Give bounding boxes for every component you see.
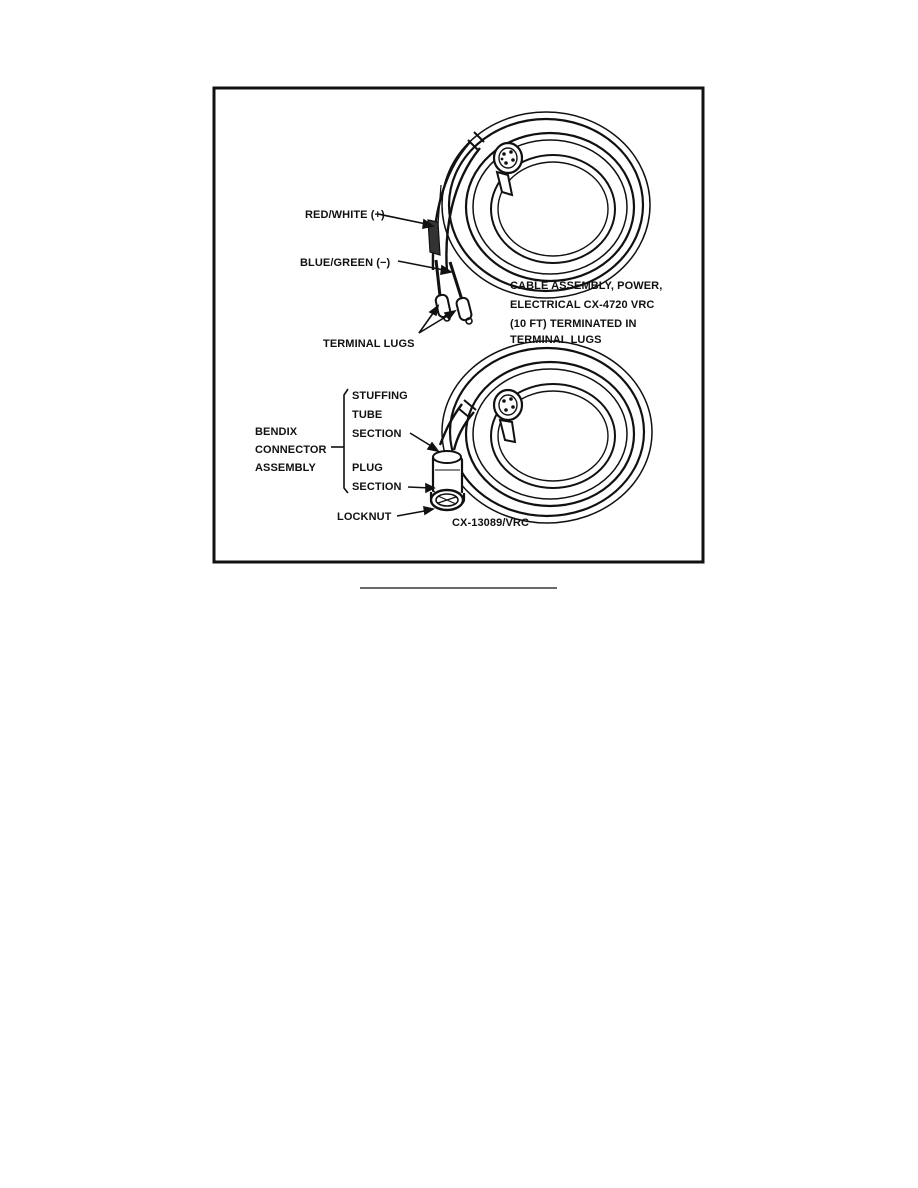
stuffing-line-1: STUFFING (352, 390, 408, 402)
terminal-lugs-label: TERMINAL LUGS (323, 338, 415, 350)
bendix-line-3: ASSEMBLY (255, 462, 316, 474)
upper-title-line-4: TERMINAL LUGS (510, 334, 602, 346)
bendix-connector-icon (431, 451, 464, 510)
plug-line-2: SECTION (352, 481, 402, 493)
red-white-label: RED/WHITE (+) (305, 209, 385, 221)
bendix-line-1: BENDIX (255, 426, 298, 438)
plug-line-1: PLUG (352, 462, 383, 474)
bendix-line-2: CONNECTOR (255, 444, 327, 456)
upper-title-line-2: ELECTRICAL CX-4720 VRC (510, 299, 655, 311)
upper-title-line-1: CABLE ASSEMBLY, POWER, (510, 280, 663, 292)
locknut-label: LOCKNUT (337, 511, 392, 523)
upper-title-line-3: (10 FT) TERMINATED IN (510, 318, 637, 330)
stuffing-line-2: TUBE (352, 409, 383, 421)
blue-green-label: BLUE/GREEN (−) (300, 257, 391, 269)
lower-model-label: CX-13089/VRC (452, 517, 530, 529)
stuffing-line-3: SECTION (352, 428, 402, 440)
